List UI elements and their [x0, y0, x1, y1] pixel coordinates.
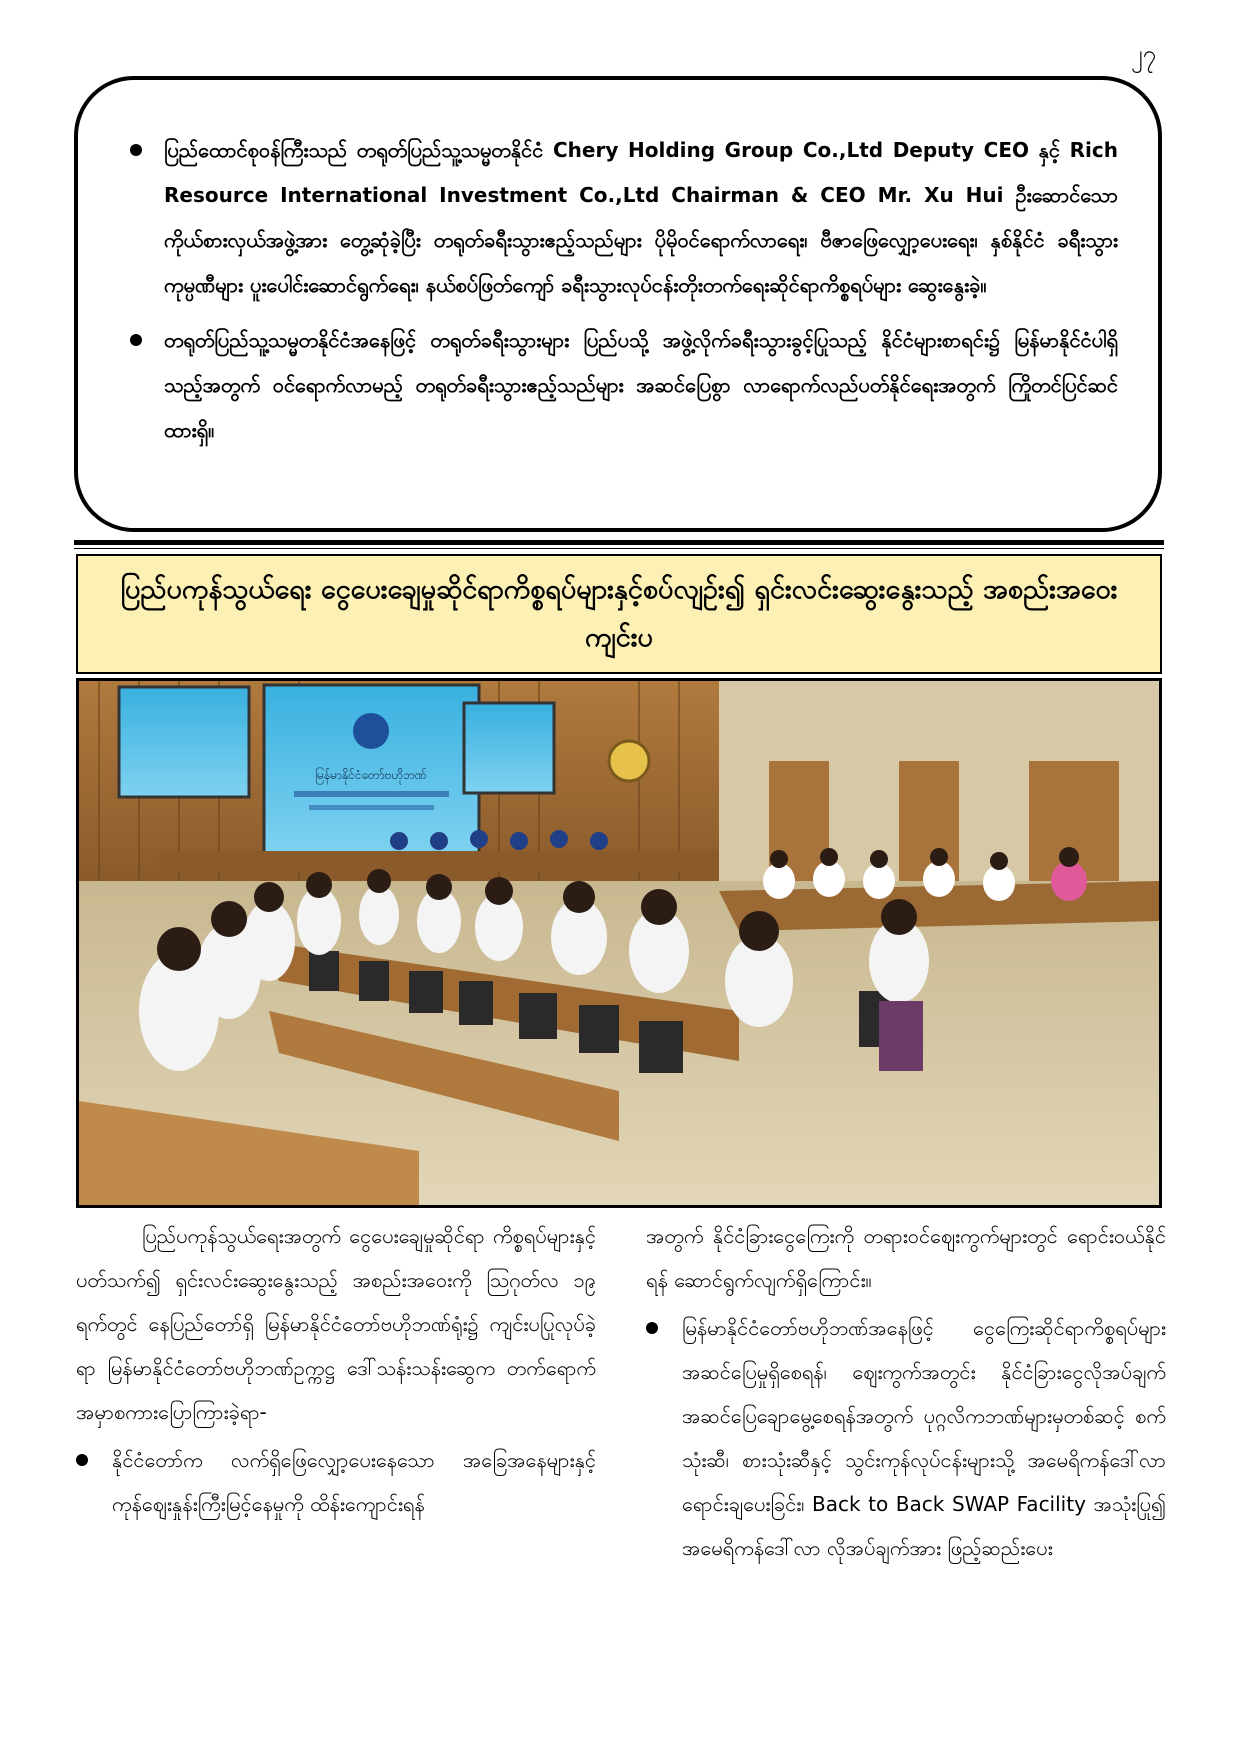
summary-bullet-1: ပြည်ထောင်စုဝန်ကြီးသည် တရုတ်ပြည်သူ့သမ္မတနိုင်ငံ Chery Holding Group Co.,Ltd Deputy CEO နှင့် Rich Resource International Investment Co.,Ltd Chairman & CEO Mr. Xu Hui ဦးဆောင်သော ကိုယ်စားလှယ်အဖွဲ့အား တွေ့ဆုံခဲ့ပြီး တရုတ်ခရီးသွားဧည့်သည်များ ပိုမိုဝင်ရောက်လာရေး၊ ဗီဇာဖြေလျှော့ပေးရေး၊ နှစ်နိုင်ငံ ခရီးသွားကုမ္ပဏီများ ပူးပေါင်းဆောင်ရွက်ရေး၊ နယ်စပ်ဖြတ်ကျော် ခရီးသွားလုပ်ငန်းတိုးတက်ရေးဆိုင်ရာကိစ္စရပ်များ ဆွေးနွေးခဲ့။ — [130, 128, 1118, 308]
summary-bullet-list — [130, 128, 1118, 453]
left-column — [76, 1214, 596, 1526]
left-intro-paragraph: ပြည်ပကုန်သွယ်ရေးအတွက် ငွေပေးချေမှုဆိုင်ရာ ကိစ္စရပ်များနှင့်ပတ်သက်၍ ရှင်းလင်းဆွေးနွေးသည့် အစည်းအဝေးကို ဩဂုတ်လ ၁၉ ရက်တွင် နေပြည်တော်ရှိ မြန်မာနိုင်ငံတော်ဗဟိုဘဏ်ရုံး၌ ကျင်းပပြုလုပ်ခဲ့ရာ မြန်မာနိုင်ငံတော်ဗဟိုဘဏ်ဥက္ကဋ္ဌ ဒေါ်သန်းသန်းဆွေက တက်ရောက်အမှာစကားပြောကြားခဲ့ရာ- — [76, 1224, 596, 1424]
section-divider-heavy — [74, 540, 1164, 545]
meeting-photo — [76, 678, 1162, 1208]
page-number: ၂၇ — [1130, 40, 1156, 68]
right-continuation-paragraph: အတွက် နိုင်ငံခြားငွေကြေးကို တရားဝင်ဈေးကွက်များတွင် ရောင်းဝယ်နိုင်ရန် ဆောင်ရွက်လျက်ရှိကြောင်း။ — [646, 1224, 1166, 1292]
summary-bullet-2: တရုတ်ပြည်သူ့သမ္မတနိုင်ငံအနေဖြင့် တရုတ်ခရီးသွားများ ပြည်ပသို့ အဖွဲ့လိုက်ခရီးသွားခွင့်ပြုသည့် နိုင်ငံများစာရင်း၌ မြန်မာနိုင်ငံပါရှိသည့်အတွက် ဝင်ရောက်လာမည့် တရုတ်ခရီးသွားဧည့်သည်များ အဆင်ပြေစွာ လာရောက်လည်ပတ်နိုင်ရေးအတွက် ကြိုတင်ပြင်ဆင်ထားရှိ။ — [130, 318, 1118, 453]
article-title: ပြည်ပကုန်သွယ်ရေး ငွေပေးချေမှုဆိုင်ရာကိစ္စရပ်များနှင့်စပ်လျဉ်း၍ ရှင်းလင်းဆွေးနွေးသည့် အစည်းအဝေးကျင်းပ — [120, 574, 1118, 653]
meeting-photo-illustration — [79, 681, 1159, 1205]
article-title-box — [76, 554, 1162, 674]
right-column — [646, 1214, 1166, 1570]
left-bullet: နိုင်ငံတော်က လက်ရှိဖြေလျှော့ပေးနေသော အခြေအနေများနှင့် ကုန်ဈေးနှုန်းကြီးမြင့်နေမှုကို ထိန်းကျောင်းရန် — [76, 1438, 596, 1526]
section-divider-thin — [74, 548, 1164, 549]
right-bullet: မြန်မာနိုင်ငံတော်ဗဟိုဘဏ်အနေဖြင့် ငွေကြေးဆိုင်ရာကိစ္စရပ်များ အဆင်ပြေမှုရှိစေရန်၊ ဈေးကွက်အတွင်း နိုင်ငံခြားငွေလိုအပ်ချက် အဆင်ပြေချောမွေ့စေရန်အတွက် ပုဂ္ဂလိကဘဏ်များမှတစ်ဆင့် စက်သုံးဆီ၊ စားသုံးဆီနှင့် သွင်းကုန်လုပ်ငန်းများသို့ အမေရိကန်ဒေါ်လာ ရောင်းချပေးခြင်း၊ Back to Back SWAP Facility အသုံးပြု၍ အမေရိကန်ဒေါ်လာ လိုအပ်ချက်အား ဖြည့်ဆည်းပေး — [646, 1306, 1166, 1570]
screen-caption: မြန်မာနိုင်ငံတော်ဗဟိုဘဏ် — [315, 768, 427, 782]
top-summary-box — [74, 76, 1162, 532]
